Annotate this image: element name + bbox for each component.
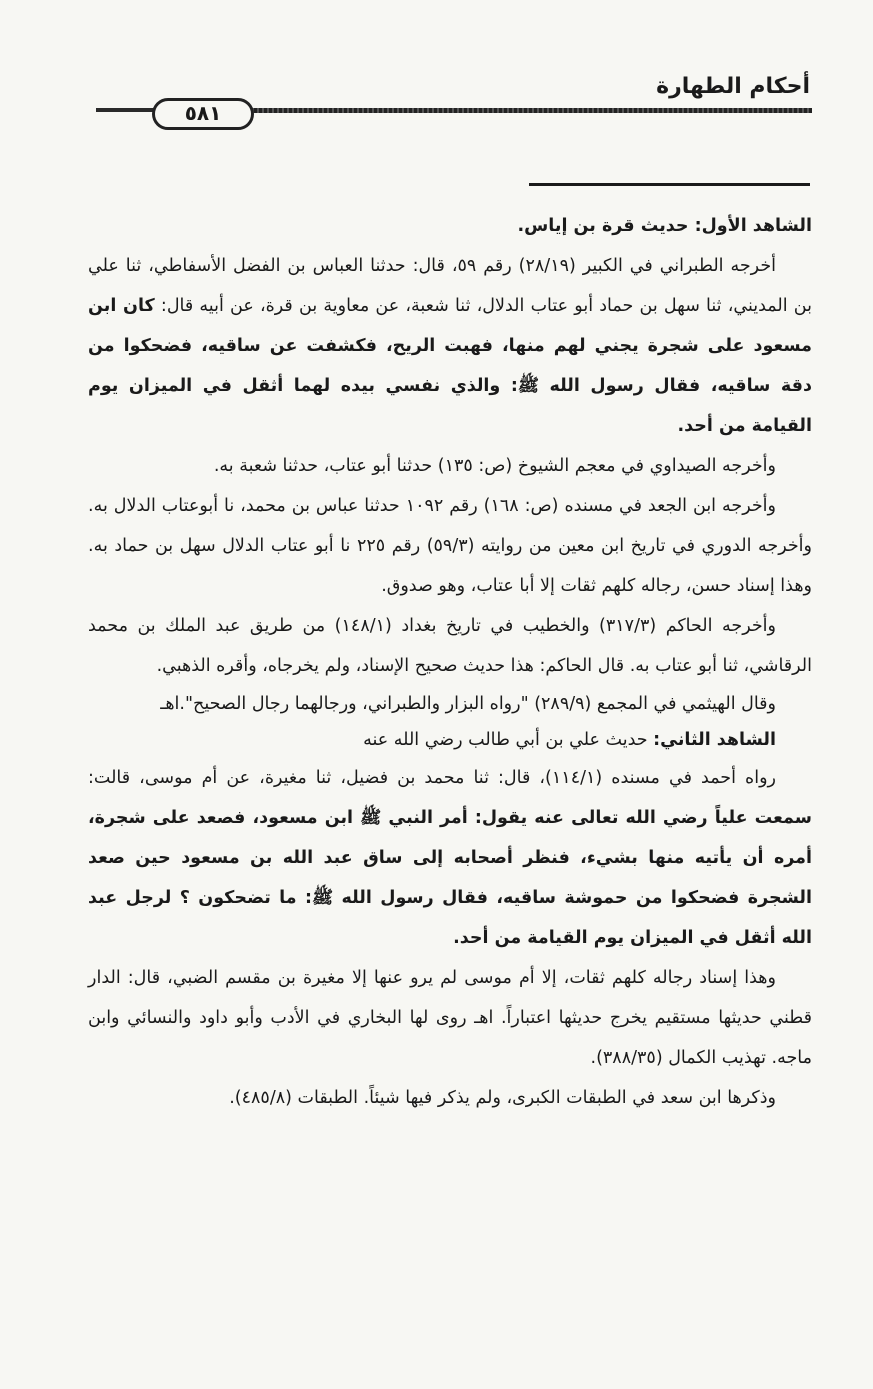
heading-text: الشاهد الأول: حديث قرة بن إياس. bbox=[517, 216, 812, 236]
paragraph-text: وذكرها ابن سعد في الطبقات الكبرى، ولم يذكر فيها شيئاً. الطبقات (٤٨٥/٨). bbox=[229, 1088, 776, 1108]
paragraph-text: أخرجه الطبراني في الكبير (٢٨/١٩) رقم ٥٩، قال: حدثنا العباس بن الفضل الأسفاطي، ثنا علي بن المديني، ثنا سهل بن حماد أبو عتاب الدلال، ثنا شعبة، عن معاوية بن قرة، عن أبيه قال: bbox=[88, 256, 812, 316]
paragraph-text: وأخرجه الحاكم (٣١٧/٣) والخطيب في تاريخ بغداد (١٤٨/١) من طريق عبد الملك بن محمد الرقاشي، ثنا أبو عتاب به. قال الحاكم: هذا حديث صحيح الإسناد، ولم يخرجاه، وأقره الذهبي. bbox=[88, 616, 812, 676]
paragraph-text: وهذا إسناد رجاله كلهم ثقات، إلا أم موسى لم يرو عنها إلا مغيرة بن مقسم الضبي، قال: الدار قطني حديثها مستقيم يخرج حديثها اعتباراً. اهـ روى لها البخاري في الأدب وأبو داود والنسائي وابن ماجه. تهذيب الكمال (٣٨٨/٣٥). bbox=[88, 968, 812, 1068]
paragraph-text: رواه أحمد في مسنده (١١٤/١)، قال: ثنا محمد بن فضيل، ثنا مغيرة، عن أم موسى، قالت: bbox=[88, 768, 776, 788]
hadith-text: كان ابن مسعود على شجرة يجني لهم منها، فهبت الريح، فكشفت عن ساقيه، فضحكوا من دقة ساقيه، فقال رسول الله ﷺ: والذي نفسي بيده لهما أثقل في الميزان يوم القيامة من أحد. bbox=[88, 296, 812, 436]
paragraph bbox=[88, 486, 812, 606]
second-witness-heading bbox=[88, 722, 812, 758]
paragraph bbox=[88, 758, 812, 958]
paragraph bbox=[88, 686, 812, 722]
paragraph bbox=[88, 958, 812, 1078]
header-rule-right bbox=[234, 108, 812, 113]
book-title: أحكام الطهارة bbox=[656, 74, 810, 99]
paragraph bbox=[88, 246, 812, 446]
first-witness-heading bbox=[88, 206, 812, 246]
heading-subtext: حديث علي بن أبي طالب رضي الله عنه bbox=[363, 730, 654, 750]
paragraph-text: وأخرجه ابن الجعد في مسنده (ص: ١٦٨) رقم ١٠٩٢ حدثنا عباس بن محمد، نا أبوعتاب الدلال به. وأخرجه الدوري في تاريخ ابن معين من روايته (٥٩/٣) رقم ٢٢٥ نا أبو عتاب الدلال سهل بن حماد به. وهذا إسناد حسن، رجاله كلهم ثقات إلا أبا عتاب، وهو صدوق. bbox=[88, 496, 812, 596]
paragraph bbox=[88, 606, 812, 686]
page-number: ٥٨١ bbox=[152, 98, 254, 130]
paragraph-text: وقال الهيثمي في المجمع (٢٨٩/٩) "رواه البزار والطبراني، ورجالهما رجال الصحيح".اهـ bbox=[160, 694, 776, 714]
paragraph bbox=[88, 1078, 812, 1118]
paragraph-text: وأخرجه الصيداوي في معجم الشيوخ (ص: ١٣٥) حدثنا أبو عتاب، حدثنا شعبة به. bbox=[213, 456, 776, 476]
section-divider bbox=[529, 183, 810, 186]
page-header bbox=[82, 70, 814, 130]
hadith-text: سمعت علياً رضي الله تعالى عنه يقول: أمر النبي ﷺ ابن مسعود، فصعد على شجرة، أمره أن يأتيه منها بشيء، فنظر أصحابه إلى ساق عبد الله بن مسعود حين صعد الشجرة فضحكوا من حموشة ساقيه، فقال رسول الله ﷺ: ما تضحكون ؟ لرجل عبد الله أثقل في الميزان يوم القيامة من أحد. bbox=[88, 808, 812, 948]
paragraph bbox=[88, 446, 812, 486]
body-text bbox=[88, 206, 812, 1118]
heading-text: الشاهد الثاني: bbox=[653, 730, 776, 750]
